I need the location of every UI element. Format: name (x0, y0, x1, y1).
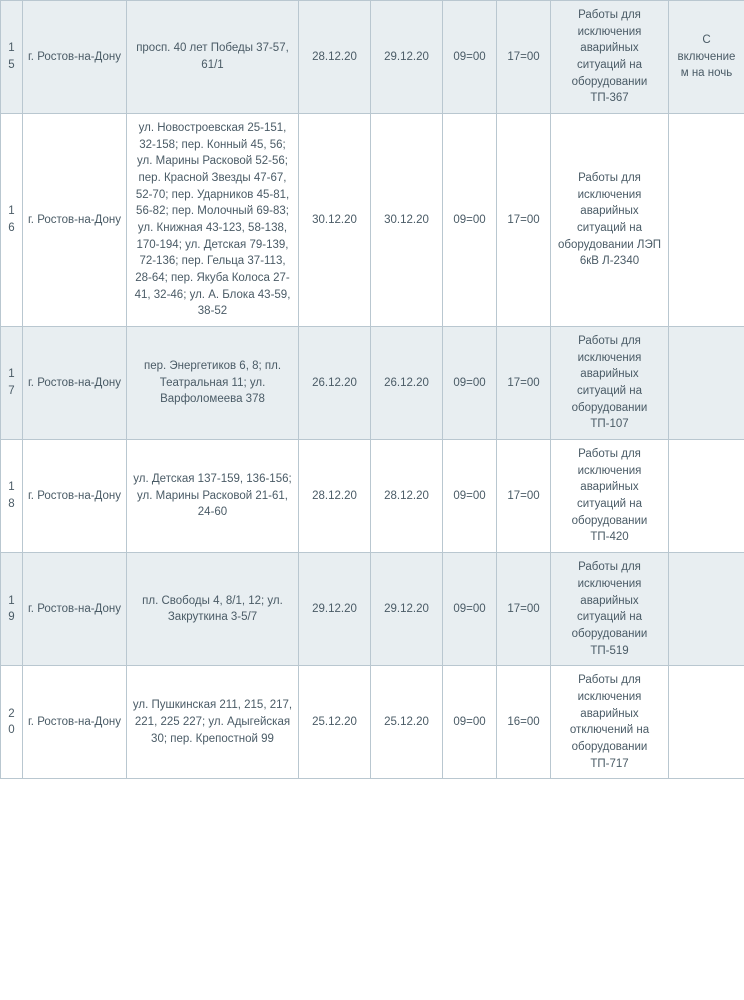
row-reason: Работы для исключения аварийных ситуаций на оборудовании ТП-420 (551, 440, 669, 553)
row-date-from: 28.12.20 (299, 440, 371, 553)
row-time-from: 09=00 (443, 440, 497, 553)
row-date-to: 30.12.20 (371, 114, 443, 327)
table-row (1, 553, 744, 666)
row-time-from: 09=00 (443, 666, 497, 779)
row-note (669, 440, 744, 553)
table-row (1, 1, 744, 114)
row-city: г. Ростов-на-Дону (23, 1, 127, 114)
row-date-to: 26.12.20 (371, 327, 443, 440)
row-time-to: 16=00 (497, 666, 551, 779)
row-number: 15 (1, 1, 23, 114)
row-time-to: 17=00 (497, 327, 551, 440)
row-address: ул. Новостроевская 25-151, 32-158; пер. Конный 45, 56; ул. Марины Расковой 52-56; пер. Красной Звезды 47-67, 52-70; пер. Ударников 45-81, 56-82; пер. Молочный 69-83; ул. Книжная 43-123, 58-138, 170-194; ул. Детская 79-139, 72-136; пер. Гельца 37-113, 28-64; пер. Якуба Колоса 27-41, 32-46; ул. А. Блока 43-59, 38-52 (127, 114, 299, 327)
row-date-from: 25.12.20 (299, 666, 371, 779)
row-note (669, 553, 744, 666)
row-note (669, 327, 744, 440)
row-time-from: 09=00 (443, 114, 497, 327)
table-row (1, 114, 744, 327)
row-reason: Работы для исключения аварийных ситуаций на оборудовании ТП-107 (551, 327, 669, 440)
row-date-from: 30.12.20 (299, 114, 371, 327)
row-number: 16 (1, 114, 23, 327)
row-number: 19 (1, 553, 23, 666)
row-time-to: 17=00 (497, 553, 551, 666)
row-reason: Работы для исключения аварийных отключений на оборудовании ТП-717 (551, 666, 669, 779)
row-time-from: 09=00 (443, 553, 497, 666)
row-date-from: 29.12.20 (299, 553, 371, 666)
row-city: г. Ростов-на-Дону (23, 666, 127, 779)
row-address: просп. 40 лет Победы 37-57, 61/1 (127, 1, 299, 114)
row-date-to: 29.12.20 (371, 1, 443, 114)
table-row (1, 666, 744, 779)
row-city: г. Ростов-на-Дону (23, 327, 127, 440)
row-number: 20 (1, 666, 23, 779)
row-note (669, 114, 744, 327)
row-date-from: 26.12.20 (299, 327, 371, 440)
row-date-to: 29.12.20 (371, 553, 443, 666)
row-address: пл. Свободы 4, 8/1, 12; ул. Закруткина 3-5/7 (127, 553, 299, 666)
row-note (669, 666, 744, 779)
table-row (1, 440, 744, 553)
row-time-from: 09=00 (443, 1, 497, 114)
row-city: г. Ростов-на-Дону (23, 440, 127, 553)
table-row (1, 327, 744, 440)
row-number: 18 (1, 440, 23, 553)
row-date-to: 28.12.20 (371, 440, 443, 553)
row-address: ул. Детская 137-159, 136-156; ул. Марины Расковой 21-61, 24-60 (127, 440, 299, 553)
row-date-from: 28.12.20 (299, 1, 371, 114)
table-body (1, 1, 744, 779)
row-city: г. Ростов-на-Дону (23, 553, 127, 666)
row-address: пер. Энергетиков 6, 8; пл. Театральная 11; ул. Варфоломеева 378 (127, 327, 299, 440)
row-city: г. Ростов-на-Дону (23, 114, 127, 327)
row-date-to: 25.12.20 (371, 666, 443, 779)
row-reason: Работы для исключения аварийных ситуаций на оборудовании ТП-519 (551, 553, 669, 666)
row-address: ул. Пушкинская 211, 215, 217, 221, 225 227; ул. Адыгейская 30; пер. Крепостной 99 (127, 666, 299, 779)
row-time-to: 17=00 (497, 1, 551, 114)
row-reason: Работы для исключения аварийных ситуаций на оборудовании ЛЭП 6кВ Л-2340 (551, 114, 669, 327)
row-note: С включением на ночь (669, 1, 744, 114)
row-number: 17 (1, 327, 23, 440)
row-time-to: 17=00 (497, 440, 551, 553)
row-reason: Работы для исключения аварийных ситуаций на оборудовании ТП-367 (551, 1, 669, 114)
row-time-from: 09=00 (443, 327, 497, 440)
row-time-to: 17=00 (497, 114, 551, 327)
